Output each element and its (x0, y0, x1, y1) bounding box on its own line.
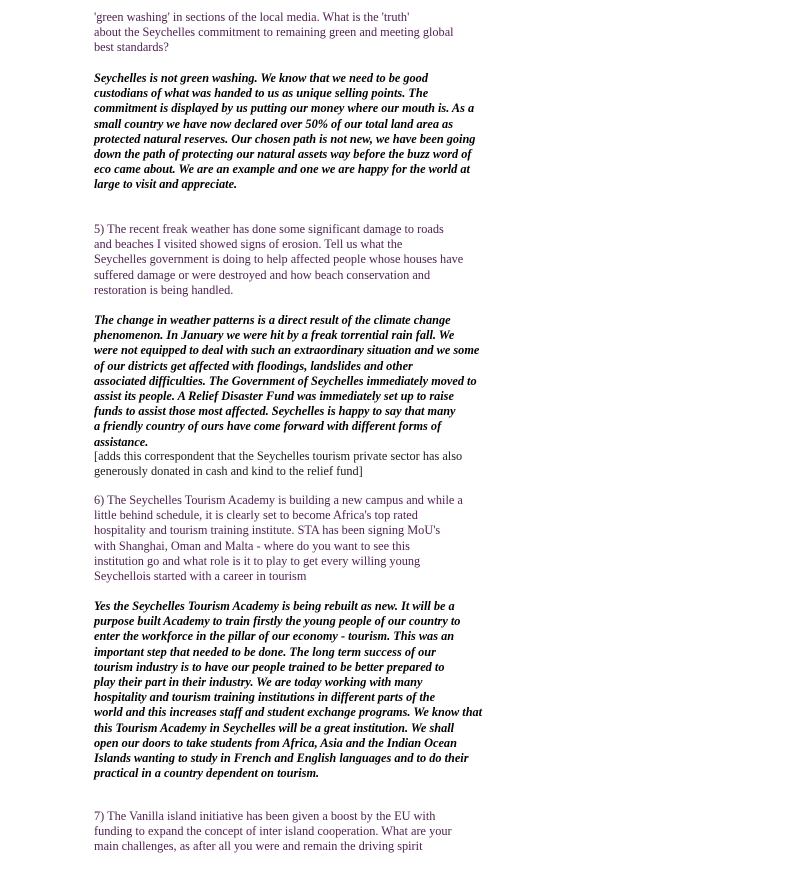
text-line: enter the workforce in the pillar of our economy - tourism. This was an (94, 629, 455, 644)
text-line: generously donated in cash and kind to the relief fund] (94, 464, 363, 479)
text-line: this Tourism Academy in Seychelles will be a great institution. We shall (94, 720, 455, 735)
text-line: eco came about. We are an example and one we are happy for the world at (94, 162, 470, 177)
text-line: The change in weather patterns is a direct result of the climate change (94, 313, 451, 327)
text-line: hospitality and tourism training institutions in different parts of the (94, 690, 436, 705)
text-line: large to visit and appreciate. (94, 177, 238, 192)
text-line: about the Seychelles commitment to remaining green and meeting global (94, 25, 454, 40)
text-line: Seychelles is not green washing. We know that we need to be good (94, 71, 428, 85)
text-line: suffered damage or were destroyed and how beach conservation and (94, 267, 431, 282)
text-line: with Shanghai, Oman and Malta - where do you want to see this (94, 538, 410, 553)
text-line: little behind schedule, it is clearly set to become Africa's top rated (94, 508, 418, 523)
text-line: were not equipped to deal with such an extraordinary situation and we some (94, 343, 480, 358)
text-line: phenomenon. In January we were hit by a freak torrential rain fall. We (94, 328, 455, 343)
text-line: associated difficulties. The Government of Seychelles immediately moved to (94, 373, 477, 388)
text-line: funds to assist those most affected. Seychelles is happy to say that many (94, 404, 456, 419)
text-line: and beaches I visited showed signs of erosion. Tell us what the (94, 237, 403, 252)
text-line: purpose built Academy to train firstly the young people of our country to (94, 614, 461, 629)
text-line: custodians of what was handed to us as unique selling points. The (94, 86, 429, 101)
text-line: play their part in their industry. We are today working with many (94, 675, 423, 690)
answer-6 (94, 599, 514, 781)
text-line: small country we have now declared over 50% of our total land area as (94, 116, 453, 131)
text-line: protected natural reserves. Our chosen path is not new, we have been going (94, 131, 476, 146)
text-line: down the path of protecting our natural assets way before the buzz word of (94, 147, 472, 162)
text-line: of our districts get affected with floodings, landslides and other (94, 358, 413, 373)
text-line: hospitality and tourism training institute. STA has been signing MoU's (94, 523, 441, 538)
text-line: 'green washing' in sections of the local media. What is the 'truth' (94, 10, 410, 24)
text-line: world and this increases staff and student exchange programs. We know that (94, 705, 483, 720)
text-line: practical in a country dependent on tourism. (94, 766, 320, 781)
question-5 (94, 222, 514, 298)
question-intro (94, 10, 514, 56)
text-line: 6) The Seychelles Tourism Academy is building a new campus and while a (94, 493, 463, 507)
answer-intro (94, 71, 514, 193)
text-line: assistance. (94, 434, 149, 449)
text-line: Seychellois started with a career in tourism (94, 569, 307, 584)
correspondent-note (94, 449, 514, 479)
text-line: open our doors to take students from Africa, Asia and the Indian Ocean (94, 735, 457, 750)
text-line: Islands wanting to study in French and English languages and to do their (94, 751, 469, 766)
question-7 (94, 809, 514, 855)
text-line: Seychelles government is doing to help affected people whose houses have (94, 252, 464, 267)
text-line: assist its people. A Relief Disaster Fund was immediately set up to raise (94, 389, 454, 404)
text-line: important step that needed to be done. The long term success of our (94, 644, 436, 659)
text-line: funding to expand the concept of inter island cooperation. What are your (94, 824, 452, 839)
text-line: [adds this correspondent that the Seychelles tourism private sector has also (94, 449, 463, 463)
answer-5 (94, 313, 514, 450)
text-line: 5) The recent freak weather has done some significant damage to roads (94, 222, 444, 236)
question-6 (94, 493, 514, 584)
text-line: 7) The Vanilla island initiative has been given a boost by the EU with (94, 809, 436, 823)
text-line: best standards? (94, 40, 169, 55)
text-line: a friendly country of ours have come forward with different forms of (94, 419, 442, 434)
text-line: Yes the Seychelles Tourism Academy is being rebuilt as new. It will be a (94, 599, 455, 613)
text-line: institution go and what role is it to play to get every willing young (94, 553, 421, 568)
text-line: main challenges, as after all you were and remain the driving spirit (94, 839, 423, 854)
text-line: commitment is displayed by us putting our money where our mouth is. As a (94, 101, 475, 116)
text-line: restoration is being handled. (94, 282, 234, 297)
text-line: tourism industry is to have our people trained to be better prepared to (94, 659, 445, 674)
